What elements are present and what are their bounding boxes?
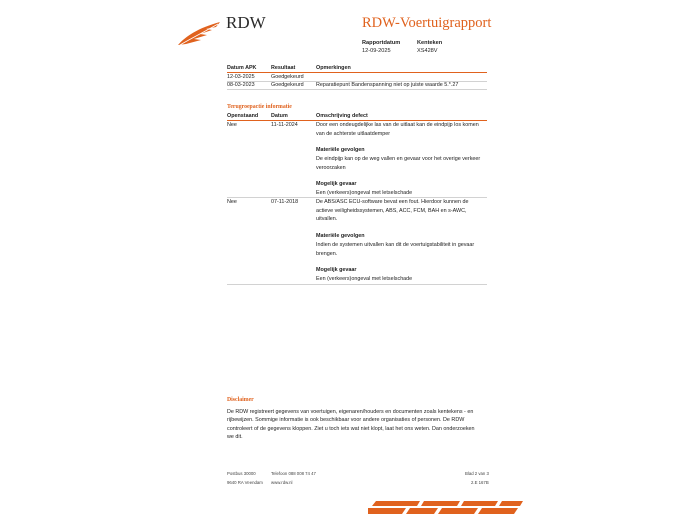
kenteken-label: Kenteken — [417, 40, 443, 46]
decorative-stripes-icon — [368, 498, 523, 514]
recall-row-1-openstaand: Nee — [227, 122, 237, 128]
recall-col-openstaand: Openstaand — [227, 113, 259, 119]
apk-table-bottom-rule — [227, 89, 487, 90]
footer-city: 9640 RA Veendam — [227, 480, 263, 485]
footer-postbus: Postbus 30000 — [227, 471, 256, 476]
recall-row-2-gevolgen-label: Materiële gevolgen — [316, 233, 365, 239]
recall-row-2-gevolgen: Indien de systemen uitvallen kan dit de voertuigstabiliteit in gevaar brengen. — [316, 242, 475, 257]
brand-name: RDW — [226, 13, 266, 32]
apk-col-resultaat: Resultaat — [271, 65, 296, 71]
apk-row-1-datum: 12-03-2025 — [227, 74, 255, 80]
kenteken-value: XS428V — [417, 48, 438, 54]
rapportdatum-label: Rapportdatum — [362, 40, 401, 46]
recall-row-1-gevolgen-label: Materiële gevolgen — [316, 147, 365, 153]
recall-row-1-gevolgen: De eindpijp kan op de weg vallen en gevaar voor het overige verkeer veroorzaken — [316, 156, 481, 171]
apk-row-2-resultaat: Goedgekeurd — [271, 82, 304, 88]
apk-col-datum: Datum APK — [227, 65, 257, 71]
apk-row-2-datum: 08-03-2023 — [227, 82, 255, 88]
footer-page-number: Blad 2 van 3 — [465, 471, 489, 476]
rapportdatum-value: 12-09-2025 — [362, 48, 391, 54]
footer-website-link[interactable]: www.rdw.nl — [271, 480, 293, 485]
recall-table-bottom-rule — [227, 284, 487, 285]
document-title: RDW-Voertuigrapport — [362, 15, 492, 31]
rdw-logo-wing-icon — [176, 20, 222, 46]
recall-row-1-gevaar: Een (verkeers)ongeval met letselschade — [316, 190, 413, 196]
recall-row-2-openstaand: Nee — [227, 199, 237, 205]
apk-row-1-resultaat: Goedgekeurd — [271, 74, 304, 80]
recall-row-1-gevaar-label: Mogelijk gevaar — [316, 181, 357, 187]
footer-code: 2.E 167B — [471, 480, 489, 485]
apk-row-2-opmerkingen: Reparatiepunt Bandenspanning niet op juiste waarde 5.*.27 — [316, 82, 459, 88]
recall-section-title: Terugroepactie informatie — [227, 104, 292, 110]
recall-col-omschrijving: Omschrijving defect — [316, 113, 368, 119]
recall-row-2-gevaar-label: Mogelijk gevaar — [316, 267, 357, 273]
apk-header-rule — [227, 72, 487, 73]
recall-row-2-gevaar: Een (verkeers)ongeval met letselschade — [316, 276, 413, 282]
footer-telefoon: Telefoon 088 008 74 47 — [271, 471, 316, 476]
disclaimer-title: Disclaimer — [227, 397, 254, 403]
recall-col-datum: Datum — [271, 113, 288, 119]
recall-row-2-omschrijving: De ABS/ASC ECU-software bevat een fout. Hierdoor kunnen de actieve veiligheidssystemen, ABS, ACC, FCM, BAH en s-AWC, uitvallen. — [316, 199, 469, 222]
recall-row-2-datum: 07-11-2018 — [271, 199, 299, 205]
recall-row-1-datum: 11-11-2024 — [271, 122, 298, 128]
disclaimer-text: De RDW registreert gegevens van voertuigen, eigenaren/houders en documenten zoals kentekens - en rijbewijzen. Sommige informatie is ook beschikbaar voor andere organisaties of personen. De RDW controleert of de gegevens kloppen. Ziet u toch iets wat niet klopt, laat het ons weten. Dan onderzoeken we dit. — [227, 409, 475, 441]
apk-col-opmerkingen: Opmerkingen — [316, 65, 351, 71]
recall-row-1-omschrijving: Door een ondeugdelijke las van de uitlaat kan de eindpijp los komen van de achterste uitlaatdemper — [316, 122, 479, 137]
